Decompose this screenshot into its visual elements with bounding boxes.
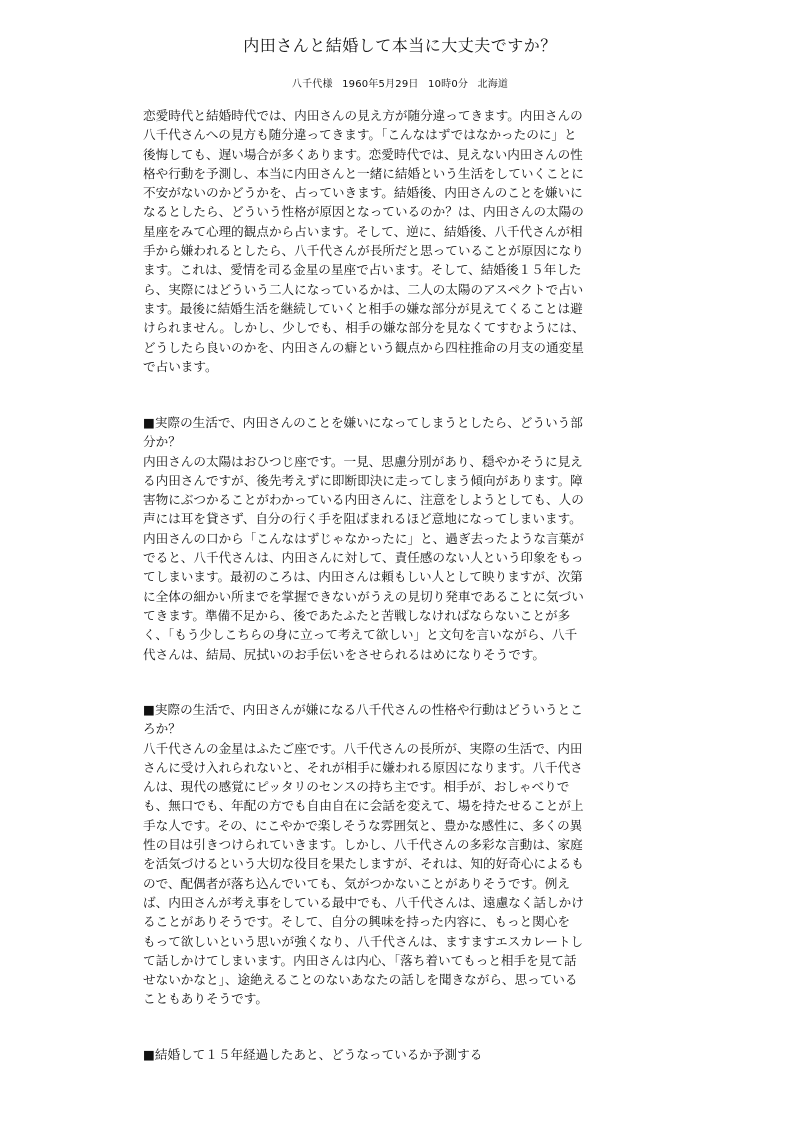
text-line: く、「もう少しこちらの身に立って考えて欲しい」と文句を言いながら、八千 [143, 627, 578, 643]
text-line: ば、内田さんが考え事をしている最中でも、八千代さんは、遠慮なく話しかけ [143, 894, 584, 910]
text-line: に全体の細かい所までを掌握できないがうえの見切り発車であることに気づい [143, 588, 584, 604]
text-line: 八千代さんへの見方も随分違ってきます。「こんなはずではなかったのに」と [143, 127, 577, 143]
section-partner-dislikes-you [143, 700, 663, 1009]
text-line: ろか？ [143, 721, 181, 737]
subject-name: 八千代様 [291, 79, 333, 90]
section-fifteen-years [143, 1045, 663, 1064]
text-line: て話しかけてしまいます。内田さんは内心、「落ち着いてもっと相手を見て話 [143, 952, 577, 968]
text-line: ることがありそうです。そして、自分の興味を持った内容に、もっと関心を [143, 914, 570, 930]
text-line: でると、八千代さんは、内田さんに対して、責任感のない人という印象をもっ [143, 550, 584, 566]
text-line: も、無口でも、年配の方でも自由自在に会話を変えて、場を持たせることが上 [143, 798, 584, 814]
text-line: 不安がないのかどうかを、占っていきます。結婚後、内田さんのことを嫌いに [143, 185, 583, 201]
text-line: ら、実際にはどういう二人になっているかは、二人の太陽のアスペクトで占い [143, 281, 584, 297]
text-line: てきます。準備不足から、後であたふたと苦戦しなければならないことが多 [143, 607, 571, 623]
text-line: 後悔しても、遅い場合が多くあります。恋愛時代では、見えない内田さんの性 [143, 146, 583, 162]
text-line: んは、現代の感覚にピッタリのセンスの持ち主です。相手が、おしゃべりで [143, 779, 570, 795]
text-line: ■実際の生活で、内田さんのことを嫌いになってしまうとしたら、どういう部 [143, 415, 583, 430]
text-line: どうしたら良いのかを、内田さんの癖という観点から四柱推命の月支の通変星 [143, 339, 584, 355]
text-line: さんに受け入れられないと、それが相手に嫌われる原因になります。八千代さ [143, 759, 583, 775]
text-line: せないかなと」、途絶えることのないあなたの話しを聞きながら、思っている [143, 972, 578, 988]
text-line: もって欲しいという思いが強くなり、八千代さんは、ますますエスカレートし [143, 933, 584, 949]
text-line: 格や行動を予測し、本当に内田さんと一緒に結婚という生活をしていくことに [143, 165, 584, 181]
text-line: てしまいます。最初のころは、内田さんは頼もしい人として映りますが、次第 [143, 569, 583, 585]
text-line: 声には耳を貸さず、自分の行く手を阻ばまれるほど意地になってしまいます。 [143, 511, 582, 527]
text-line: こともありそうです。 [143, 991, 268, 1007]
text-line: 恋愛時代と結婚時代では、内田さんの見え方が随分違ってきます。内田さんの [143, 108, 583, 123]
text-line: 害物にぶつかることがわかっている内田さんに、注意をしようとしても、人の [143, 492, 584, 508]
section-dislike-partner [143, 413, 663, 664]
text-line: 手な人です。その、にこやかで楽しそうな雰囲気と、豊かな感性に、多くの異 [143, 817, 583, 833]
text-line: ます。これは、愛情を司る金星の星座で占います。そして、結婚後１５年した [143, 262, 582, 278]
text-line: ■実際の生活で、内田さんが嫌になる八千代さんの性格や行動はどういうとこ [143, 702, 583, 717]
birth-time: 10時0分 [428, 79, 469, 90]
text-line: 代さんは、結局、尻拭いのお手伝いをさせられるはめになりそうです。 [143, 646, 545, 662]
text-line: で占います。 [143, 358, 218, 374]
text-line: ます。最後に結婚生活を継続していくと相手の嫌な部分が見えてくることは避 [143, 300, 583, 316]
text-line: けられません。しかし、少しでも、相手の嫌な部分を見なくてすむようには、 [143, 320, 585, 336]
text-line: 内田さんの口から「こんなはずじゃなかったに」と、過ぎ去ったような言葉が [143, 530, 584, 546]
text-line: 分か？ [143, 434, 181, 450]
birth-date: 1960年5月29日 [342, 79, 419, 90]
text-line: ■結婚して１５年経過したあと、どうなっているか予測する [143, 1047, 483, 1062]
text-line: を活気づけるという大切な役目を果たしますが、それは、知的好奇心によるも [143, 856, 584, 872]
text-line: 性の目は引きつけられていきます。しかし、八千代さんの多彩な言動は、家庭 [143, 837, 583, 853]
text-line: る内田さんですが、後先考えずに即断即決に走ってしまう傾向があります。障 [143, 472, 583, 488]
text-line: なるとしたら、どういう性格が原因となっているのか？は、内田さんの太陽の [143, 204, 584, 220]
text-line: 八千代さんの金星はふたご座です。八千代さんの長所が、実際の生活で、内田 [143, 740, 583, 756]
text-line: ので、配偶者が落ち込んでいても、気がつかないことがありそうです。例え [143, 875, 570, 891]
page-title: 内田さんと結婚して本当に大丈夫ですか？ [243, 36, 557, 55]
text-line: 手から嫌われるとしたら、八千代さんが長所だと思っていることが原因になり [143, 243, 584, 259]
subject-info [0, 78, 800, 92]
birth-place: 北海道 [477, 79, 509, 90]
text-line: 星座をみて心理的観点から占います。そして、逆に、結婚後、八千代さんが相 [143, 223, 583, 239]
intro-paragraph [143, 106, 663, 376]
text-line: 内田さんの太陽はおひつじ座です。一見、思慮分別があり、穏やかそうに見え [143, 453, 583, 469]
